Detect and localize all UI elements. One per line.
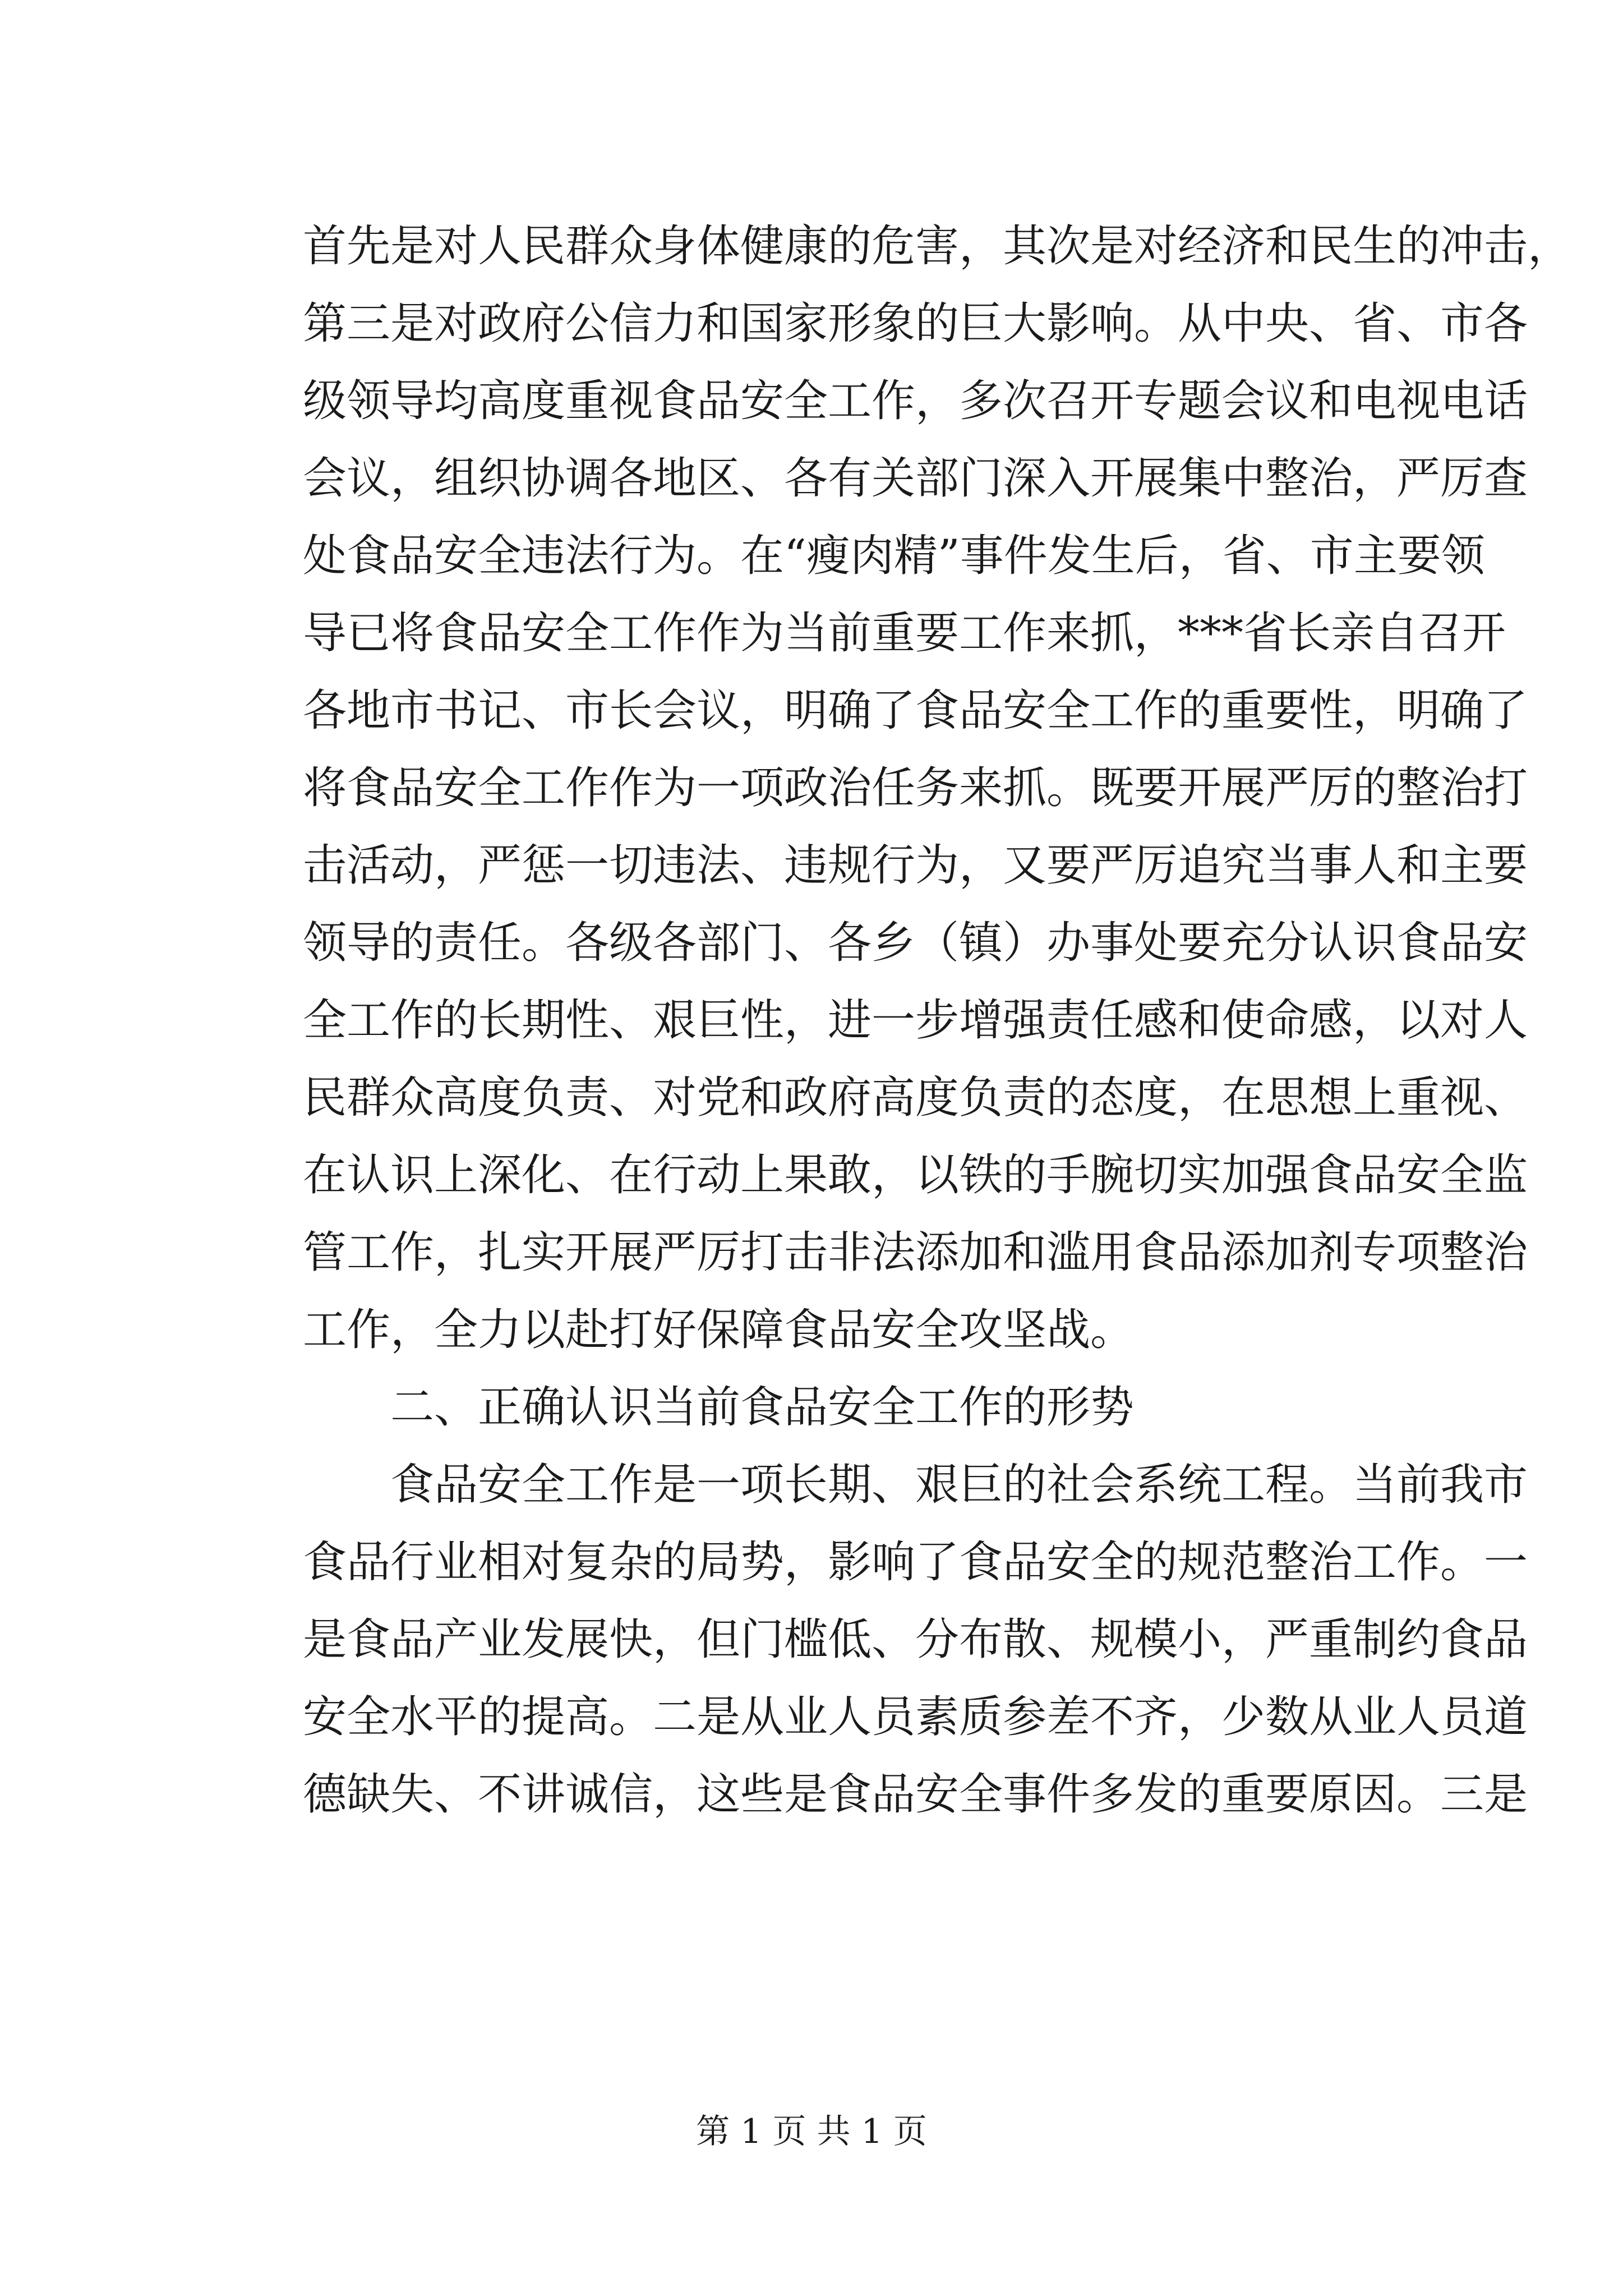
text-line: 导已将食品安全工作作为当前重要工作来抓，***省长亲自召开 [303,608,1506,659]
text-line: 安全水平的提高。二是从业人员素质参差不齐，少数从业人员道 [303,1692,1528,1742]
text-line: 德缺失、不讲诚信，这些是食品安全事件多发的重要原因。三是 [303,1769,1528,1820]
document-body [303,208,1572,1833]
text-line: 第三是对政府公信力和国家形象的巨大影响。从中央、省、市各 [303,298,1528,349]
text-line: 工作，全力以赴打好保障食品安全攻坚战。 [303,1305,1135,1355]
text-line: 食品行业相对复杂的局势，影响了食品安全的规范整治工作。一 [303,1537,1528,1588]
text-line: 击活动，严惩一切违法、违规行为，又要严厉追究当事人和主要 [303,840,1528,891]
text-line: 领导的责任。各级各部门、各乡（镇）办事处要充分认识食品安 [303,918,1528,968]
text-line: 级领导均高度重视食品安全工作，多次召开专题会议和电视电话 [303,376,1528,426]
text-line: 民群众高度负责、对党和政府高度负责的态度，在思想上重视、 [303,1073,1528,1123]
section-heading: 二、正确认识当前食品安全工作的形势 [390,1382,1135,1433]
text-line: 会议，组织协调各地区、各有关部门深入开展集中整治，严厉查 [303,453,1528,504]
text-line: 将食品安全工作作为一项政治任务来抓。既要开展严厉的整治打 [303,763,1528,813]
page-footer: 第 1 页 共 1 页 [696,2112,927,2151]
text-line: 各地市书记、市长会议，明确了食品安全工作的重要性，明确了 [303,685,1528,736]
text-line: 管工作，扎实开展严厉打击非法添加和滥用食品添加剂专项整治 [303,1227,1528,1278]
text-line: 是食品产业发展快，但门槛低、分布散、规模小，严重制约食品 [303,1614,1528,1665]
text-line: 在认识上深化、在行动上果敢，以铁的手腕切实加强食品安全监 [303,1150,1528,1200]
text-line: 首先是对人民群众身体健康的危害，其次是对经济和民生的冲击， [303,221,1572,272]
text-line: 食品安全工作是一项长期、艰巨的社会系统工程。当前我市 [390,1460,1528,1510]
text-line: 处食品安全违法行为。在“瘦肉精”事件发生后，省、市主要领 [303,531,1485,581]
text-line: 全工作的长期性、艰巨性，进一步增强责任感和使命感，以对人 [303,995,1528,1046]
